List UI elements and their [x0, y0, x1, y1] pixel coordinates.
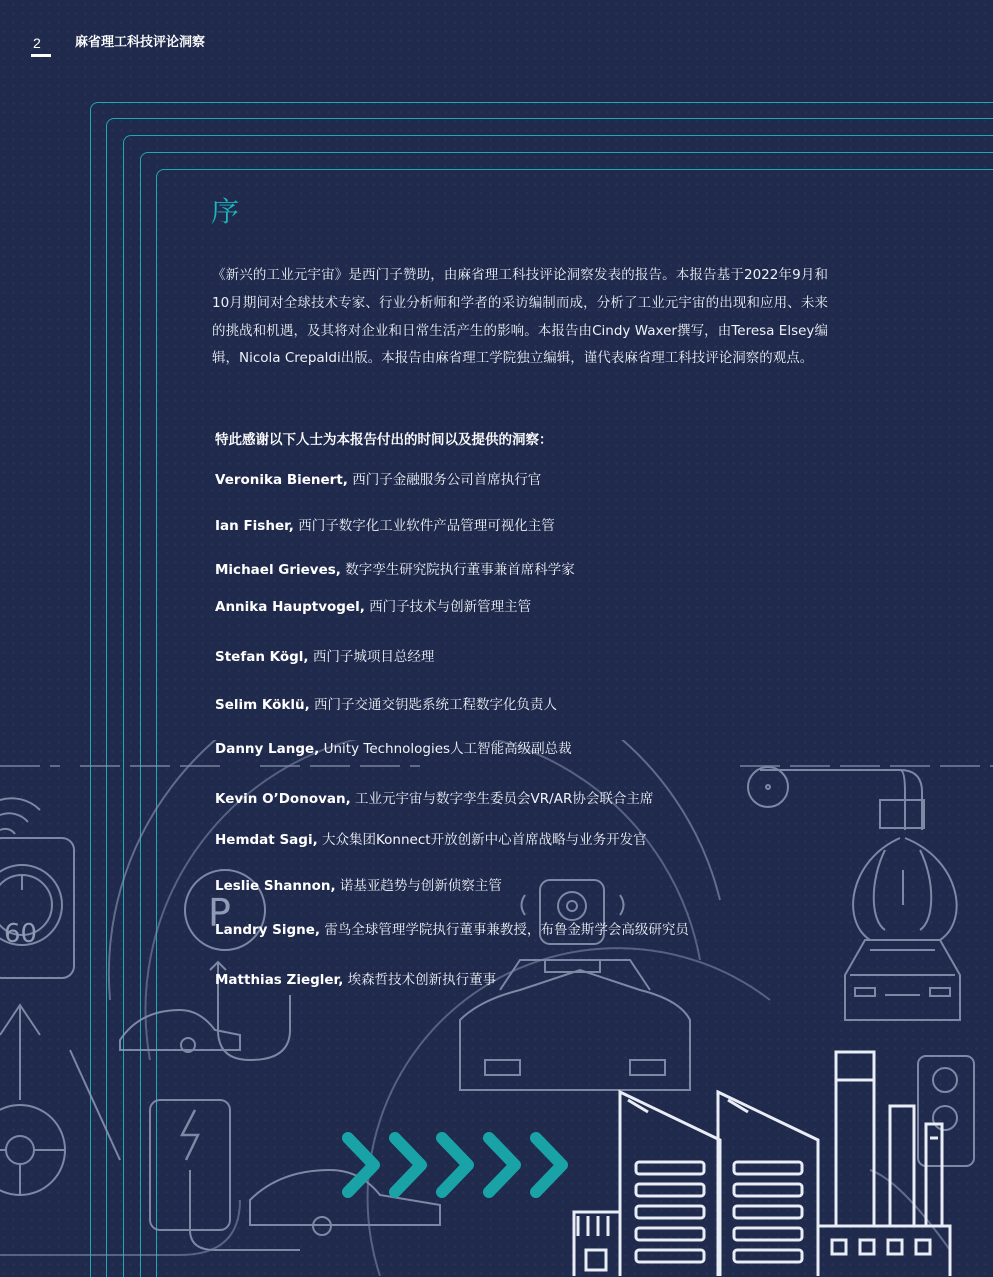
contributor-entry	[215, 830, 647, 850]
contributor-entry	[215, 597, 531, 617]
contributor-role: 西门子金融服务公司首席执行官	[347, 472, 542, 488]
acknowledgement-title: 特此感谢以下人士为本报告付出的时间以及提供的洞察：	[215, 432, 553, 448]
contributor-role: 西门子城项目总经理	[308, 649, 435, 665]
contributor-name: Hemdat Sagi,	[215, 832, 318, 848]
page-number-underline	[31, 54, 51, 57]
contributor-name: Ian Fisher,	[215, 518, 294, 534]
contributor-role: 西门子技术与创新管理主管	[364, 599, 532, 615]
contributor-name: Annika Hauptvogel,	[215, 599, 365, 615]
contributor-role: 西门子数字化工业软件产品管理可视化主管	[293, 518, 555, 534]
running-header: 麻省理工科技评论洞察	[75, 35, 206, 50]
contributor-name: Leslie Shannon,	[215, 878, 336, 894]
contributor-entry	[215, 560, 575, 580]
smart-city-illustration	[0, 740, 993, 1276]
section-heading: 序	[211, 195, 240, 228]
contributor-entry	[215, 739, 572, 759]
page-number: 2	[33, 35, 41, 51]
contributor-role: 大众集团Konnect开放创新中心首席战略与业务开发官	[317, 832, 647, 848]
gauge-value-text: 60	[4, 919, 38, 949]
contributor-role: 诺基亚趋势与创新侦察主管	[335, 878, 502, 894]
contributor-name: Danny Lange,	[215, 741, 320, 757]
contributor-entry	[215, 516, 555, 536]
contributor-role: 数字孪生研究院执行董事兼首席科学家	[340, 562, 575, 578]
contributor-role: 西门子交通交钥匙系统工程数字化负责人	[309, 697, 558, 713]
parking-sign-text: P	[208, 891, 231, 935]
contributor-role: 雷鸟全球管理学院执行董事兼教授，布鲁金斯学会高级研究员	[320, 922, 689, 938]
contributor-entry	[215, 970, 496, 990]
contributor-entry	[215, 695, 557, 715]
contributor-name: Selim Köklü,	[215, 697, 310, 713]
contributor-role: 工业元宇宙与数字孪生委员会VR/AR协会联合主席	[350, 791, 654, 807]
contributor-role: Unity Technologies人工智能高级副总裁	[319, 741, 572, 757]
contributor-name: Veronika Bienert,	[215, 472, 348, 488]
contributor-name: Matthias Ziegler,	[215, 972, 344, 988]
contributor-entry	[215, 647, 434, 667]
contributor-entry	[215, 920, 689, 940]
contributor-entry	[215, 876, 502, 896]
intro-paragraph: 《新兴的工业元宇宙》是西门子赞助，由麻省理工科技评论洞察发表的报告。本报告基于2022年9月和10月期间对全球技术专家、行业分析师和学者的采访编制而成，分析了工业元宇宙的出现和应用、未来的挑战和机遇，及其将对企业和日常生活产生的影响。本报告由Cindy Waxer撰写，由Teresa Elsey编辑，Nicola Crepaldi出版。本报告由麻省理工学院独立编辑，谨代表麻省理工科技评论洞察的观点。	[212, 267, 828, 367]
contributor-role: 埃森哲技术创新执行董事	[343, 972, 497, 988]
contributor-name: Kevin O’Donovan,	[215, 791, 351, 807]
contributor-name: Michael Grieves,	[215, 562, 341, 578]
contributor-entry	[215, 789, 653, 809]
contributor-name: Landry Signe,	[215, 922, 321, 938]
contributor-name: Stefan Kögl,	[215, 649, 309, 665]
contributor-entry	[215, 470, 541, 490]
